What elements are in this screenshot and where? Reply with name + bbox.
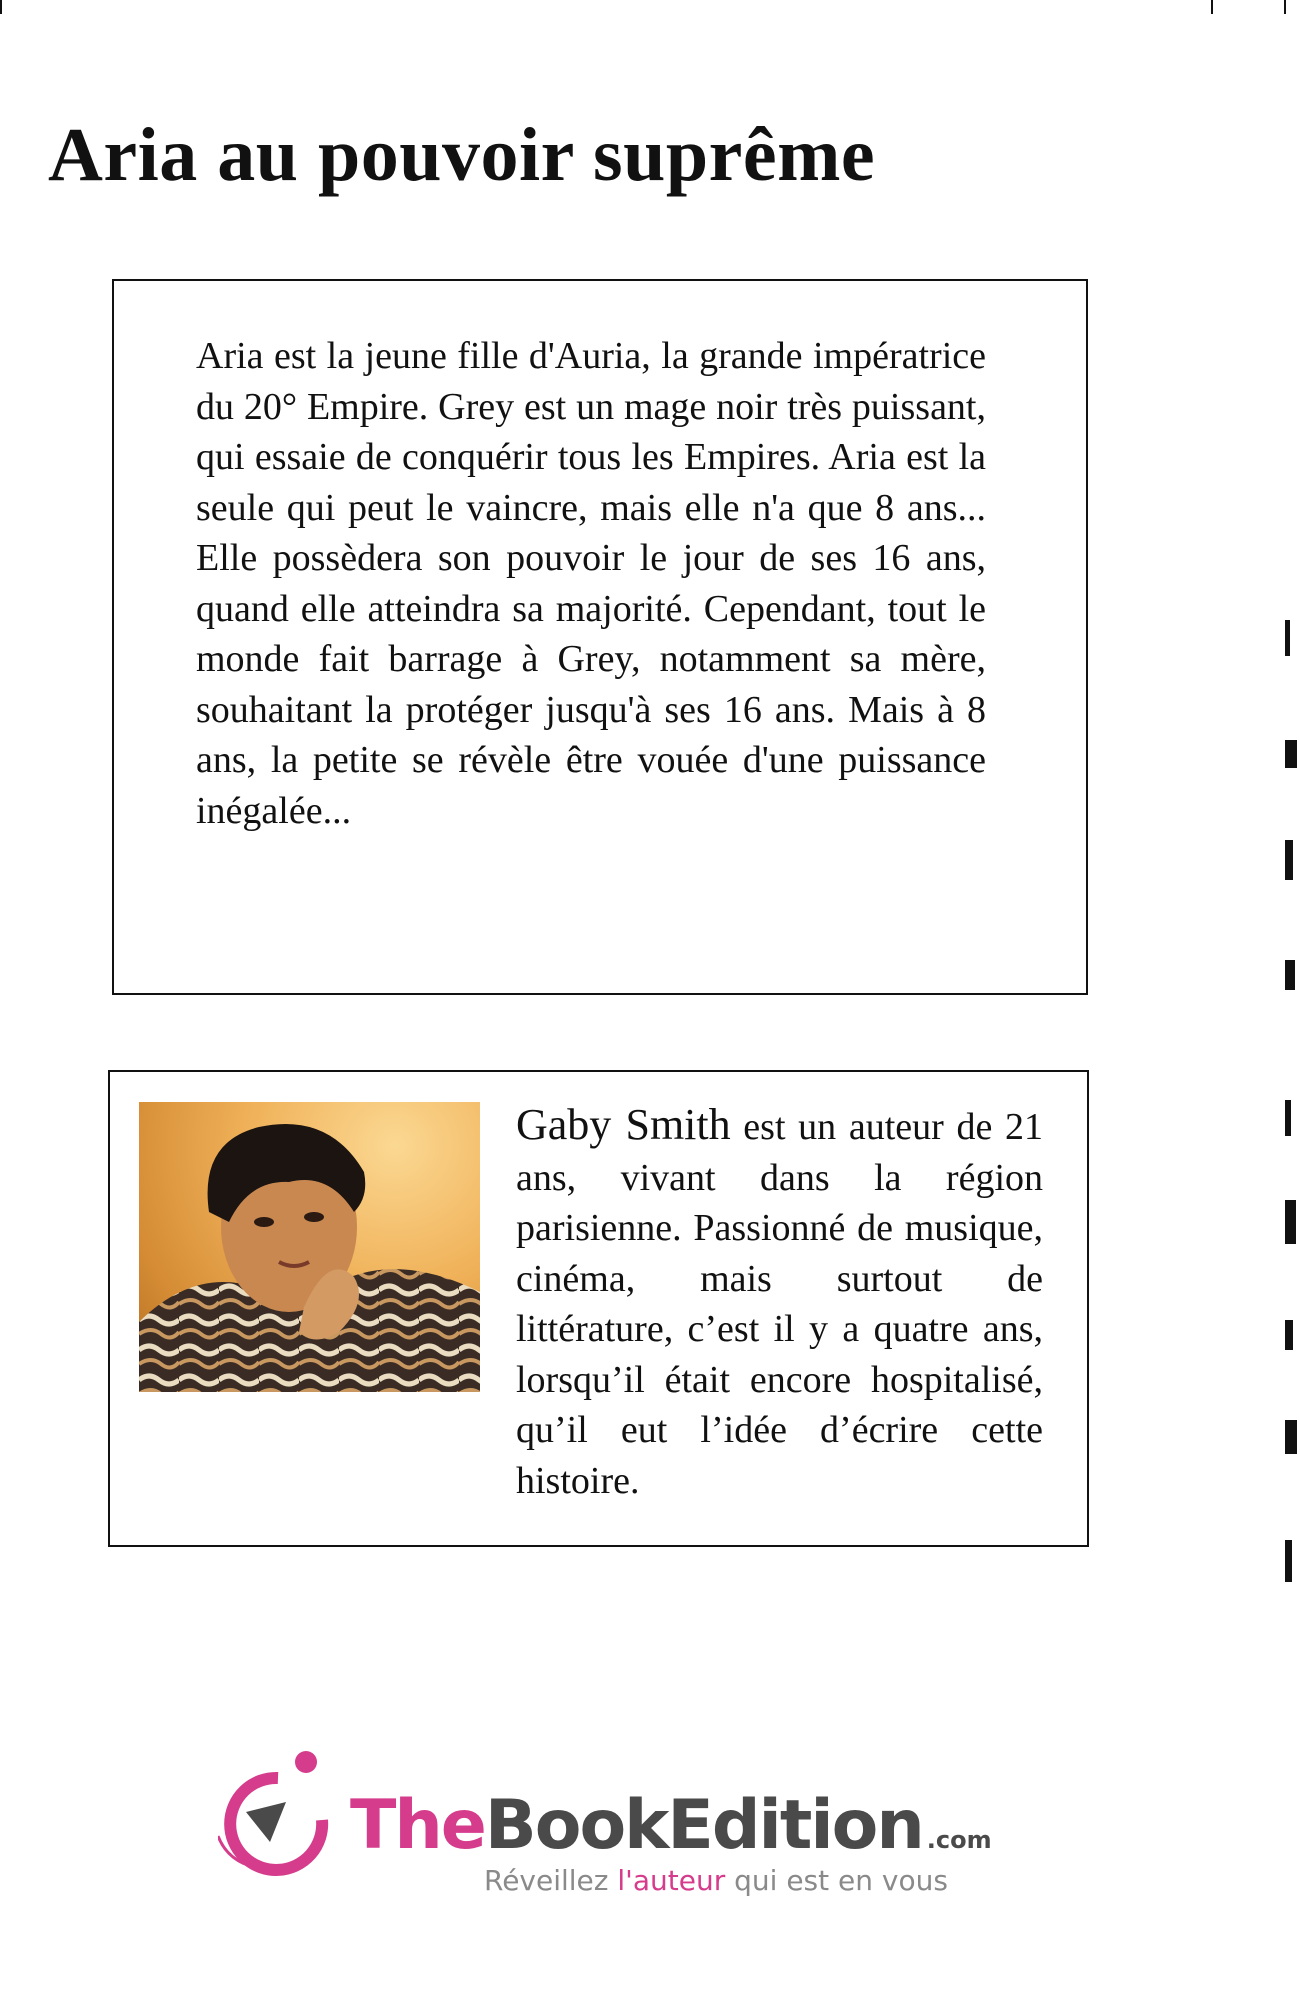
- tagline-pre: Réveillez: [484, 1864, 618, 1897]
- spine-text-fragments: [1285, 620, 1300, 1920]
- author-bio-text: est un auteur de 21 ans, vivant dans la région parisienne. Passionné de musique, cinéma, mais surtout de littérature, c’est il y a quatre ans, lorsqu’il était encore hospitalisé, qu’il eut l’idée d’écrire cette histoire.: [516, 1106, 1043, 1502]
- publisher-tagline: [484, 1864, 948, 1897]
- publisher-wordmark: [350, 1786, 992, 1865]
- author-name: Gaby Smith: [516, 1100, 731, 1149]
- crop-mark-right-1: [1211, 0, 1213, 14]
- logo-book-edition: BookEdition: [484, 1786, 923, 1865]
- summary-box: [112, 279, 1088, 995]
- book-edition-logo-icon: [218, 1750, 338, 1880]
- crop-mark-right-2: [1284, 0, 1286, 14]
- author-box: [108, 1070, 1089, 1547]
- summary-text: Aria est la jeune fille d'Auria, la grande impératrice du 20° Empire. Grey est un mage noir très puissant, qui essaie de conquérir tous les Empires. Aria est la seule qui peut le vaincre, mais elle n'a que 8 ans... Elle possèdera son pouvoir le jour de ses 16 ans, quand elle atteindra sa majorité. Cependant, tout le monde fait barrage à Grey, notamment sa mère, souhaitant la protéger jusqu'à ses 16 ans. Mais à 8 ans, la petite se révèle être vouée d'une puissance inégalée...: [196, 335, 986, 832]
- tagline-post: qui est en vous: [725, 1864, 948, 1897]
- logo-the: The: [350, 1786, 485, 1865]
- publisher-logo: [218, 1750, 998, 1900]
- tagline-highlight: l'auteur: [617, 1864, 726, 1897]
- book-title: Aria au pouvoir suprême: [48, 113, 876, 197]
- author-portrait-icon: [139, 1102, 480, 1392]
- crop-mark-left: [0, 0, 2, 14]
- logo-dot-com: .com: [926, 1826, 992, 1854]
- author-photo: [139, 1102, 480, 1392]
- author-bio: [516, 1100, 1043, 1506]
